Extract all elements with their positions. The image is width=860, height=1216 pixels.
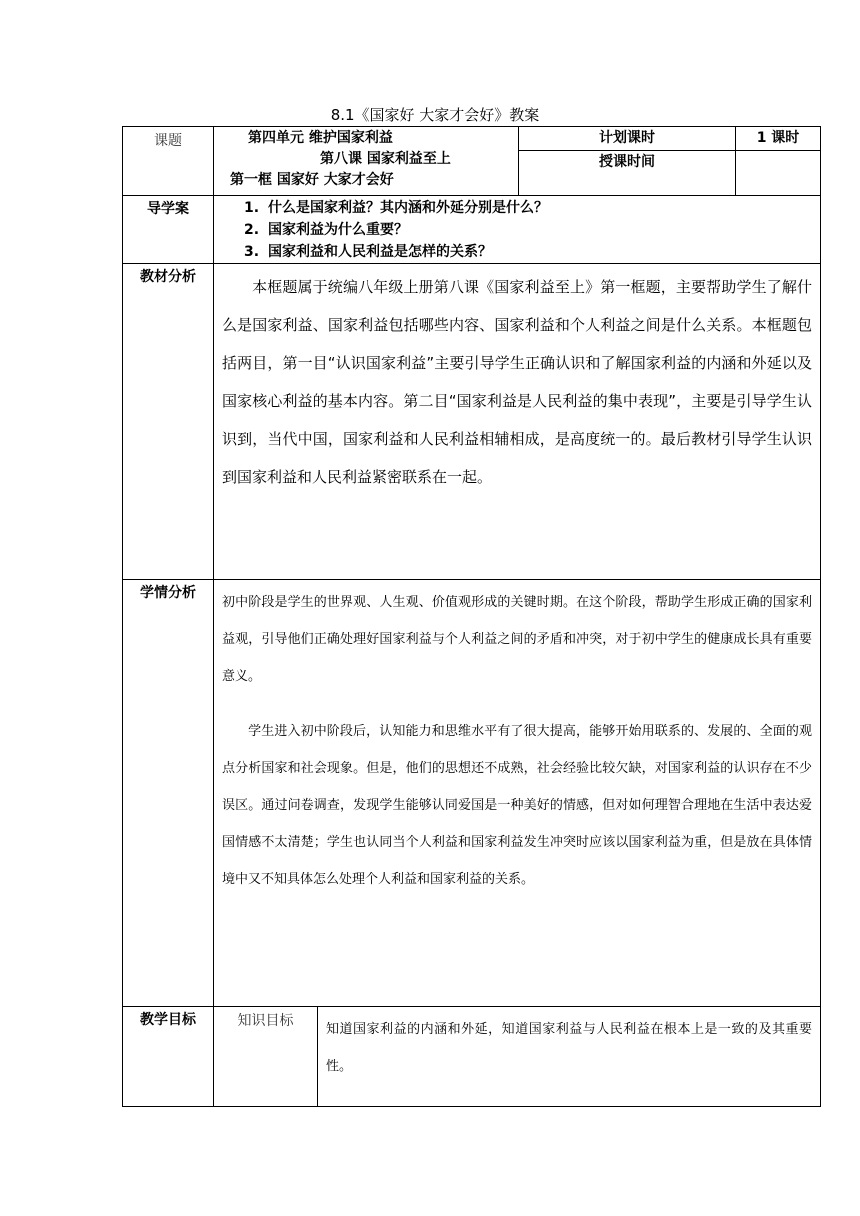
- guide-question: 1. 什么是国家利益？其内涵和外延分别是什么？: [244, 200, 548, 216]
- objectives-label: 教学目标: [123, 1007, 214, 1107]
- topic-cell: [214, 127, 519, 196]
- student-analysis-cell: [214, 580, 821, 1007]
- planned-hours-value: 1 课时: [736, 127, 821, 151]
- section-title: 第一框 国家好 大家才会好: [230, 172, 394, 188]
- class-time-label: 授课时间: [519, 151, 736, 196]
- guide-questions: [214, 196, 821, 264]
- student-analysis-paragraph-2: 学生进入初中阶段后，认知能力和思维水平有了很大提高，能够开始用联系的、发展的、全面的观点分析国家和社会现象。但是，他们的思想还不成熟，社会经验比较欠缺，对国家利益的认识存在不少误区。通过问卷调查，发现学生能够认同爱国是一种美好的情感，但对如何理智合理地在生活中表达爱国情感不太清楚；学生也认同当个人利益和国家利益发生冲突时应该以国家利益为重，但是放在具体情境中又不知具体怎么处理个人利益和国家利益的关系。: [222, 724, 812, 887]
- document-title: 8.1《国家好 大家才会好》教案: [330, 106, 540, 124]
- guide-question: 3. 国家利益和人民利益是怎样的关系？: [244, 244, 492, 260]
- knowledge-objective-text: 知道国家利益的内涵和外延，知道国家利益与人民利益在根本上是一致的及其重要性。: [326, 1022, 812, 1074]
- student-analysis-label: 学情分析: [123, 580, 214, 1007]
- class-time-value: [736, 151, 821, 196]
- guide-label: 导学案: [123, 196, 214, 264]
- unit-title: 第四单元 维护国家利益: [248, 130, 393, 146]
- textbook-analysis-label: 教材分析: [123, 264, 214, 580]
- student-analysis-paragraph-1: 初中阶段是学生的世界观、人生观、价值观形成的关键时期。在这个阶段，帮助学生形成正确的国家利益观，引导他们正确处理好国家利益与个人利益之间的矛盾和冲突，对于初中学生的健康成长具有重要意义。: [222, 595, 812, 684]
- textbook-analysis-cell: [214, 264, 821, 580]
- textbook-analysis-text: 本框题属于统编八年级上册第八课《国家利益至上》第一框题，主要帮助学生了解什么是国家利益、国家利益包括哪些内容、国家利益和个人利益之间是什么关系。本框题包括两目，第一目“认识国家利益”主要引导学生正确认识和了解国家利益的内涵和外延以及国家核心利益的基本内容。第二目“国家利益是人民利益的集中表现”，主要是引导学生认识到，当代中国，国家利益和人民利益相辅相成，是高度统一的。最后教材引导学生认识到国家利益和人民利益紧密联系在一起。: [222, 278, 812, 486]
- lesson-plan-table: [122, 126, 821, 1107]
- guide-question: 2. 国家利益为什么重要？: [244, 222, 408, 238]
- knowledge-objective-cell: [318, 1007, 821, 1107]
- lesson-title: 第八课 国家利益至上: [320, 151, 451, 167]
- topic-label: 课题: [123, 127, 214, 196]
- knowledge-objective-label: 知识目标: [214, 1007, 318, 1107]
- planned-hours-label: 计划课时: [519, 127, 736, 151]
